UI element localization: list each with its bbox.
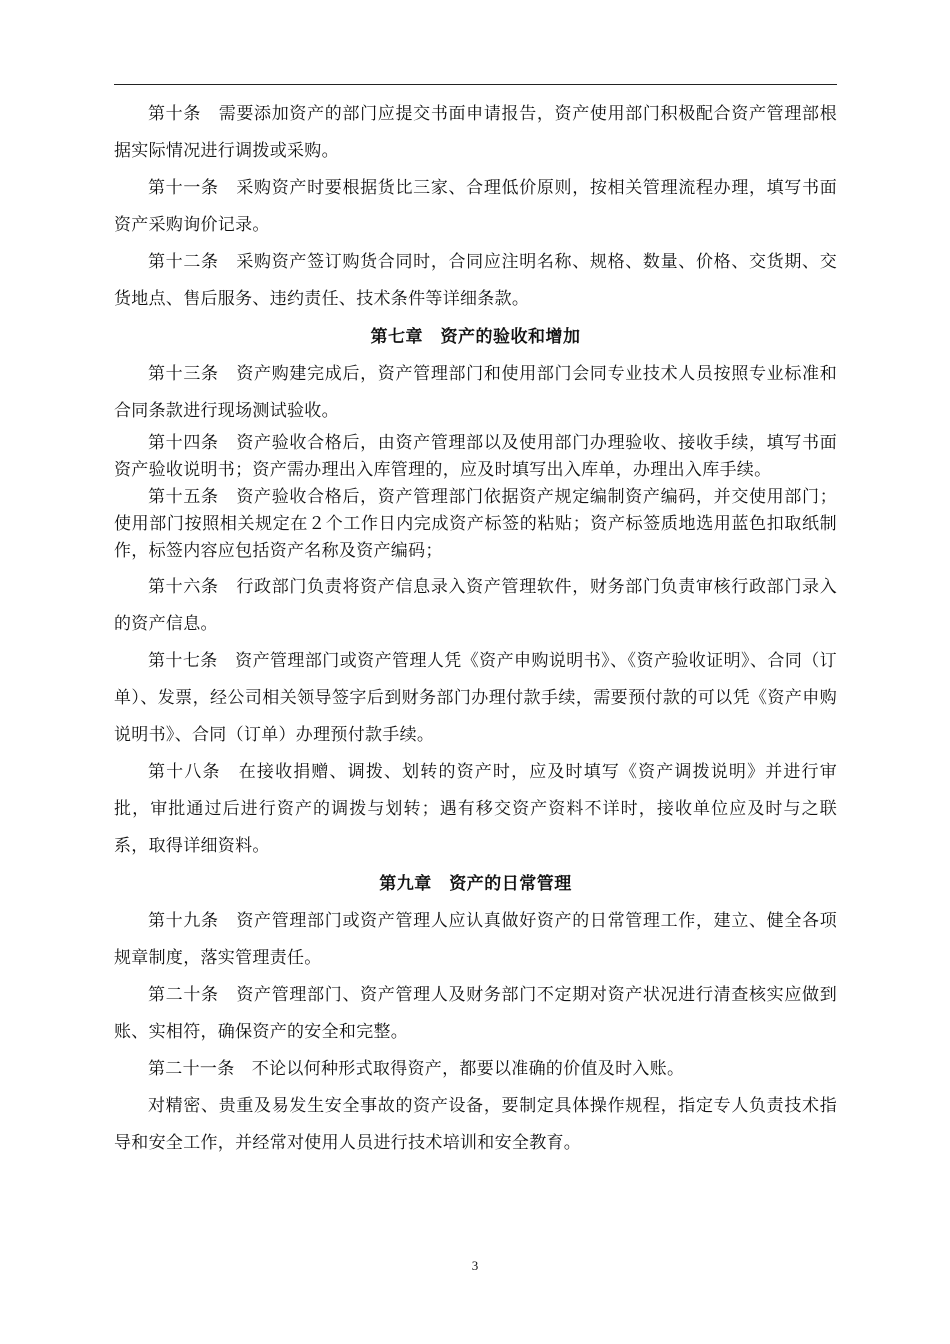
- article-13: 第十三条 资产购建完成后，资产管理部门和使用部门会同专业技术人员按照专业标准和合同条款进行现场测试验收。: [114, 364, 837, 421]
- page-number: 3: [471, 1258, 479, 1273]
- chapter-7-heading: 第七章 资产的验收和增加: [370, 327, 581, 347]
- header-rule: [114, 84, 837, 85]
- article-15: 第十五条 资产验收合格后，资产管理部门依据资产规定编制资产编码，并交使用部门；使用部门按照相关规定在２个工作日内完成资产标签的粘贴；资产标签质地选用蓝色扣取纸制作，标签内容应包括资产名称及资产编码；: [114, 487, 837, 561]
- article-12: 第十二条 采购资产签订购货合同时，合同应注明名称、规格、数量、价格、交货期、交货地点、售后服务、违约责任、技术条件等详细条款。: [114, 252, 837, 309]
- article-20: 第二十条 资产管理部门、资产管理人及财务部门不定期对资产状况进行清查核实应做到账、实相符，确保资产的安全和完整。: [114, 985, 837, 1042]
- article-10: 第十条 需要添加资产的部门应提交书面申请报告，资产使用部门积极配合资产管理部根据实际情况进行调拨或采购。: [114, 104, 837, 161]
- article-17: 第十七条 资产管理部门或资产管理人凭《资产申购说明书》、《资产验收证明》、合同（订单）、发票，经公司相关领导签字后到财务部门办理付款手续，需要预付款的可以凭《资产申购说明书》、合同（订单）办理预付款手续。: [114, 651, 837, 745]
- document-body: [114, 96, 837, 1162]
- article-11: 第十一条 采购资产时要根据货比三家、合理低价原则，按相关管理流程办理，填写书面资产采购询价记录。: [114, 178, 837, 235]
- article-19: 第十九条 资产管理部门或资产管理人应认真做好资产的日常管理工作，建立、健全各项规章制度，落实管理责任。: [114, 911, 837, 968]
- chapter-9-heading: 第九章 资产的日常管理: [379, 874, 572, 894]
- article-18: 第十八条 在接收捐赠、调拨、划转的资产时，应及时填写《资产调拨说明》并进行审批，审批通过后进行资产的调拨与划转；遇有移交资产资料不详时，接收单位应及时与之联系，取得详细资料。: [114, 762, 837, 856]
- article-16: 第十六条 行政部门负责将资产信息录入资产管理软件，财务部门负责审核行政部门录入的资产信息。: [114, 577, 837, 634]
- paragraph-equipment: 对精密、贵重及易发生安全事故的资产设备，要制定具体操作规程，指定专人负责技术指导和安全工作，并经常对使用人员进行技术培训和安全教育。: [114, 1096, 837, 1153]
- article-21: 第二十一条 不论以何种形式取得资产，都要以准确的价值及时入账。: [148, 1059, 685, 1079]
- article-14: 第十四条 资产验收合格后，由资产管理部以及使用部门办理验收、接收手续，填写书面资产验收说明书；资产需办理出入库管理的，应及时填写出入库单，办理出入库手续。: [114, 433, 837, 480]
